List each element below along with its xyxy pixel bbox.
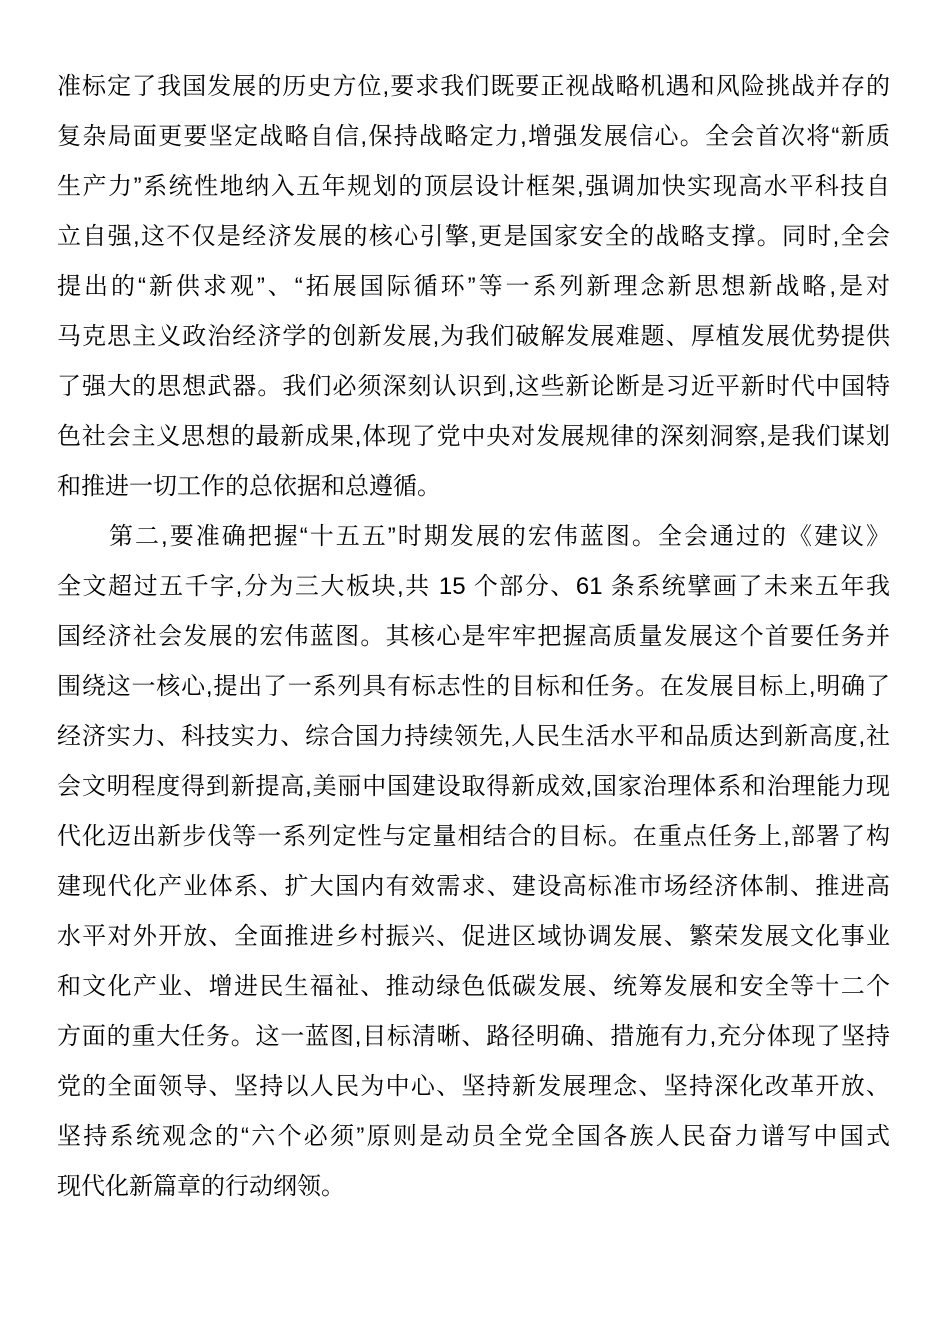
- text-line: 提出的“新供求观”、“拓展国际循环”等一系列新理念新思想新战略,是对: [57, 273, 890, 300]
- text-line: 水平对外开放、全面推进乡村振兴、促进区域协调发展、繁荣发展文化事业: [57, 923, 890, 950]
- paragraph-2: [57, 512, 890, 1212]
- text-line: 马克思主义政治经济学的创新发展,为我们破解发展难题、厚植发展优势提供: [57, 323, 890, 350]
- text-line: 党的全面领导、坚持以人民为中心、坚持新发展理念、坚持深化改革开放、: [57, 1073, 890, 1100]
- text-line: 会文明程度得到新提高,美丽中国建设取得新成效,国家治理体系和治理能力现: [57, 773, 890, 800]
- document-content: [57, 62, 890, 1212]
- text-line: 生产力”系统性地纳入五年规划的顶层设计框架,强调加快实现高水平科技自: [57, 173, 890, 200]
- text-line: 代化迈出新步伐等一系列定性与定量相结合的目标。在重点任务上,部署了构: [57, 823, 890, 850]
- text-line: 第二,要准确把握“十五五”时期发展的宏伟蓝图。全会通过的《建议》: [109, 523, 890, 550]
- text-line: 了强大的思想武器。我们必须深刻认识到,这些新论断是习近平新时代中国特: [57, 373, 890, 400]
- paragraph-1: [57, 62, 890, 512]
- text-line: 和文化产业、增进民生福祉、推动绿色低碳发展、统筹发展和安全等十二个: [57, 973, 890, 1000]
- text-line: 坚持系统观念的“六个必须”原则是动员全党全国各族人民奋力谱写中国式: [57, 1123, 890, 1150]
- text-line: 和推进一切工作的总依据和总遵循。: [57, 473, 441, 500]
- text-line: 建现代化产业体系、扩大国内有效需求、建设高标准市场经济体制、推进高: [57, 873, 890, 900]
- text-line: 准标定了我国发展的历史方位,要求我们既要正视战略机遇和风险挑战并存的: [57, 73, 890, 100]
- text-line: 国经济社会发展的宏伟蓝图。其核心是牢牢把握高质量发展这个首要任务并: [57, 623, 890, 650]
- text-line: 复杂局面更要坚定战略自信,保持战略定力,增强发展信心。全会首次将“新质: [57, 123, 890, 150]
- text-line: 全文超过五千字,分为三大板块,共 15 个部分、61 条系统擘画了未来五年我: [57, 573, 890, 600]
- text-line: 方面的重大任务。这一蓝图,目标清晰、路径明确、措施有力,充分体现了坚持: [57, 1023, 890, 1050]
- text-line: 经济实力、科技实力、综合国力持续领先,人民生活水平和品质达到新高度,社: [57, 723, 890, 750]
- text-line: 围绕这一核心,提出了一系列具有标志性的目标和任务。在发展目标上,明确了: [57, 673, 890, 700]
- text-line: 立自强,这不仅是经济发展的核心引擎,更是国家安全的战略支撑。同时,全会: [57, 223, 890, 250]
- text-line: 色社会主义思想的最新成果,体现了党中央对发展规律的深刻洞察,是我们谋划: [57, 423, 890, 450]
- text-line: 现代化新篇章的行动纲领。: [57, 1173, 345, 1200]
